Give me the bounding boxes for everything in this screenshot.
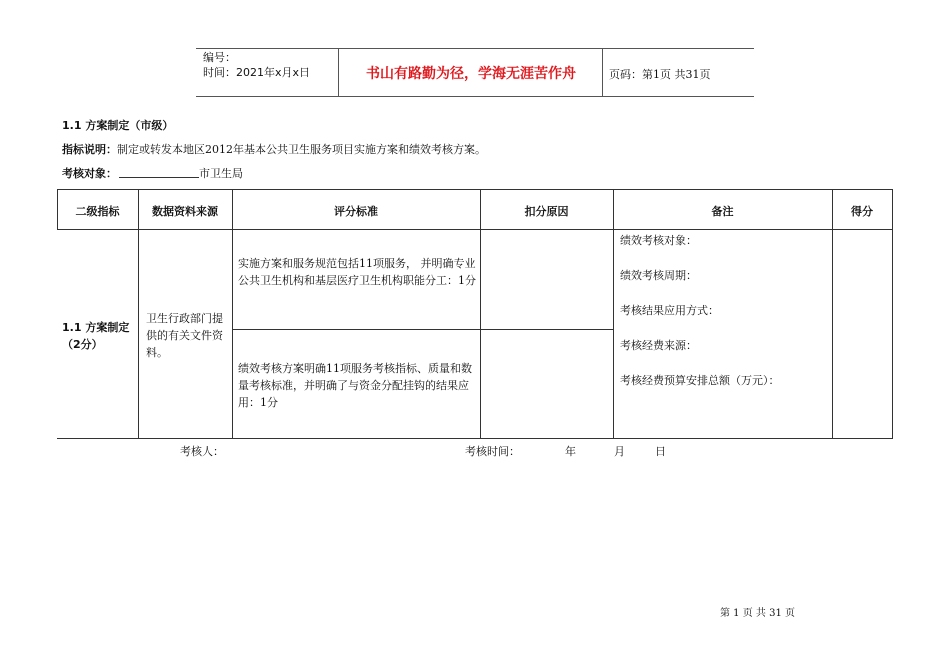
table-bottom-rule bbox=[57, 438, 893, 439]
assessor-label: 考核人： bbox=[180, 445, 224, 458]
target-blank-line bbox=[119, 166, 199, 178]
indicator-points: （2分） bbox=[62, 338, 103, 351]
note-assessment-target: 绩效考核对象： bbox=[620, 234, 697, 247]
table-col-divider-5 bbox=[832, 189, 833, 439]
note-budget-total: 考核经费预算安排总额（万元）： bbox=[620, 374, 780, 387]
table-col-divider-1 bbox=[138, 189, 139, 439]
table-col-divider-2 bbox=[232, 189, 233, 439]
header-motto: 书山有路勤为径，学海无涯苦作舟 bbox=[366, 66, 576, 82]
table-top-rule bbox=[57, 189, 893, 190]
indicator-text: 制定或转发本地区2012年基本公共卫生服务项目实施方案和绩效考核方案。 bbox=[117, 143, 486, 156]
table-criteria-divider bbox=[232, 329, 613, 330]
page-footer: 第 1 页 共 31 页 bbox=[720, 608, 795, 619]
note-result-application: 考核结果应用方式： bbox=[620, 304, 719, 317]
header-divider-left bbox=[338, 48, 339, 96]
note-funding-source: 考核经费来源： bbox=[620, 339, 697, 352]
header-page-number: 页码：第1页 共31页 bbox=[609, 68, 711, 81]
indicator-description bbox=[62, 141, 486, 157]
table-col-divider-3 bbox=[480, 189, 481, 439]
col-header-criteria: 评分标准 bbox=[334, 205, 378, 218]
criteria-item-1: 实施方案和服务规范包括11项服务， 并明确专业公共卫生机构和基层医疗卫生机构职能分工：1分 bbox=[238, 257, 476, 287]
criteria-item-2: 绩效考核方案明确11项服务考核指标、质量和数量考核标准，并明确了与资金分配挂钩的结果应用：1分 bbox=[238, 362, 472, 409]
table-col-divider-4 bbox=[613, 189, 614, 439]
target-suffix: 市卫生局 bbox=[199, 167, 243, 180]
table-right-edge bbox=[892, 189, 893, 439]
indicator-label: 指标说明： bbox=[62, 143, 117, 156]
table-header-rule bbox=[57, 229, 893, 230]
col-header-source: 数据资料来源 bbox=[152, 205, 218, 218]
col-header-score: 得分 bbox=[851, 205, 873, 218]
source-cell: 卫生行政部门提供的有关文件资料。 bbox=[146, 312, 223, 359]
month-label: 月 bbox=[614, 445, 625, 458]
note-assessment-cycle: 绩效考核周期： bbox=[620, 269, 697, 282]
header-time: 时间：2021年x月x日 bbox=[203, 66, 311, 79]
col-header-notes: 备注 bbox=[711, 205, 734, 218]
col-header-deduction: 扣分原因 bbox=[524, 205, 569, 218]
target-label: 考核对象： bbox=[62, 167, 117, 180]
indicator-name: 1.1 方案制定 bbox=[62, 321, 130, 334]
year-label: 年 bbox=[565, 445, 576, 458]
header-bottom-rule bbox=[196, 96, 754, 97]
col-header-indicator: 二级指标 bbox=[75, 205, 120, 218]
section-title: 1.1 方案制定（市级） bbox=[62, 119, 174, 132]
day-label: 日 bbox=[655, 445, 666, 458]
indicator-cell bbox=[62, 319, 136, 353]
assessment-target bbox=[62, 165, 243, 181]
header-number: 编号： bbox=[203, 51, 236, 64]
header-top-rule bbox=[196, 48, 754, 49]
header-meta bbox=[203, 50, 310, 80]
assessment-time-label: 考核时间： bbox=[465, 445, 520, 458]
header-divider-right bbox=[602, 48, 603, 96]
